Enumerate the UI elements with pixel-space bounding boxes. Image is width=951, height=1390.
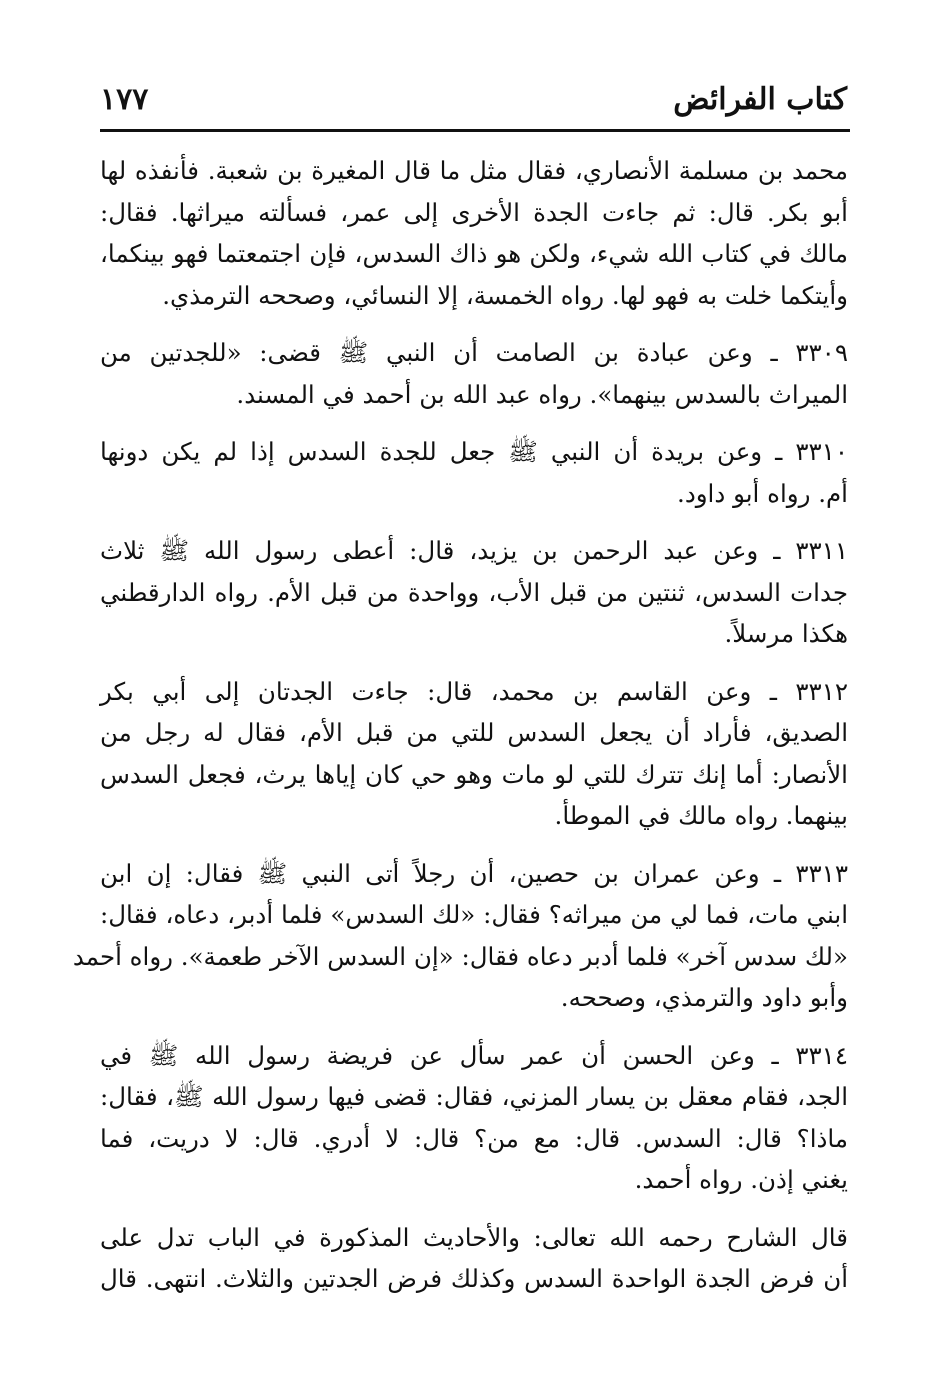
text-line: أن فرض الجدة الواحدة السدس وكذلك فرض الجدتين والثلاث. انتهى. قال	[100, 1264, 848, 1293]
text-line: هكذا مرسلاً.	[724, 619, 848, 648]
text-line: بينهما. رواه مالك في الموطأ.	[554, 801, 848, 830]
text-line: محمد بن مسلمة الأنصاري، فقال مثل ما قال المغيرة بن شعبة. فأنفذه لها	[100, 156, 848, 185]
hadith-3312	[100, 671, 848, 837]
text-line: أبو بكر. قال: ثم جاءت الجدة الأخرى إلى عمر، فسألته ميراثها. فقال:	[100, 197, 848, 227]
text-line: الأنصار: أما إنك تترك للتي لو مات وهو حي كان إياها يرث، فجعل السدس	[100, 759, 848, 789]
text-line: الصديق، فأراد أن يجعل السدس للتي من قبل الأم، فقال له رجل من	[100, 718, 848, 747]
text-line: ٣٣١١ ـ وعن عبد الرحمن بن يزيد، قال: أعطى رسول الله ﷺ ثلاث	[100, 536, 848, 565]
hadith-3314	[100, 1035, 848, 1201]
text-line: وأبو داود والترمذي، وصححه.	[560, 983, 848, 1012]
header-rule	[100, 129, 850, 132]
text-line: الجد، فقام معقل بن يسار المزني، فقال: قضى فيها رسول الله ﷺ، فقال:	[100, 1082, 848, 1111]
text-line: ٣٣٠٩ ـ وعن عبادة بن الصامت أن النبي ﷺ قضى: «للجدتين من	[100, 338, 848, 367]
page-body	[72, 150, 848, 1316]
text-line: يغني إذن. رواه أحمد.	[634, 1165, 848, 1194]
text-line: أم. رواه أبو داود.	[677, 478, 848, 508]
page-header	[100, 78, 847, 122]
text-line: قال الشارح رحمه الله تعالى: والأحاديث المذكورة في الباب تدل على	[100, 1222, 848, 1252]
hadith-3309	[100, 332, 848, 415]
text-line: ماذا؟ قال: السدس. قال: مع من؟ قال: لا أدري. قال: لا دريت، فما	[100, 1123, 848, 1153]
commentary-paragraph	[100, 1217, 848, 1300]
text-line: ٣٣١٤ ـ وعن الحسن أن عمر سأل عن فريضة رسول الله ﷺ في	[100, 1040, 848, 1070]
text-line: ٣٣١٠ ـ وعن بريدة أن النبي ﷺ جعل للجدة السدس إذا لم يكن دونها	[100, 437, 848, 466]
text-line: الميراث بالسدس بينهما». رواه عبد الله بن أحمد في المسند.	[236, 379, 848, 409]
text-line: ابني مات، فما لي من ميراثه؟ فقال: «لك السدس» فلما أدبر، دعاه، فقال:	[100, 900, 848, 929]
hadith-3313	[72, 853, 848, 1019]
text-line: وأيتكما خلت به فهو لها. رواه الخمسة، إلا النسائي، وصححه الترمذي.	[162, 280, 848, 310]
text-line: ٣٣١٣ ـ وعن عمران بن حصين، أن رجلاً أتى النبي ﷺ فقال: إن ابن	[100, 858, 848, 888]
text-line: «لك سدس آخر» فلما أدبر دعاه فقال: «إن السدس الآخر طعمة». رواه أحمد	[72, 941, 848, 971]
paragraph-continuation	[100, 150, 848, 316]
text-line: ٣٣١٢ ـ وعن القاسم بن محمد، قال: جاءت الجدتان إلى أبي بكر	[100, 676, 848, 706]
page-number: ١٧٧	[100, 82, 149, 117]
hadith-3311	[100, 530, 848, 655]
chapter-title: كتاب الفرائض	[673, 82, 847, 117]
text-line: مالك في كتاب الله شيء، ولكن هو ذاك السدس، فإن اجتمعتما فهو بينكما،	[100, 239, 848, 268]
hadith-3310	[100, 431, 848, 514]
text-line: جدات السدس، ثنتين من قبل الأب، وواحدة من قبل الأم. رواه الدارقطني	[100, 577, 848, 607]
